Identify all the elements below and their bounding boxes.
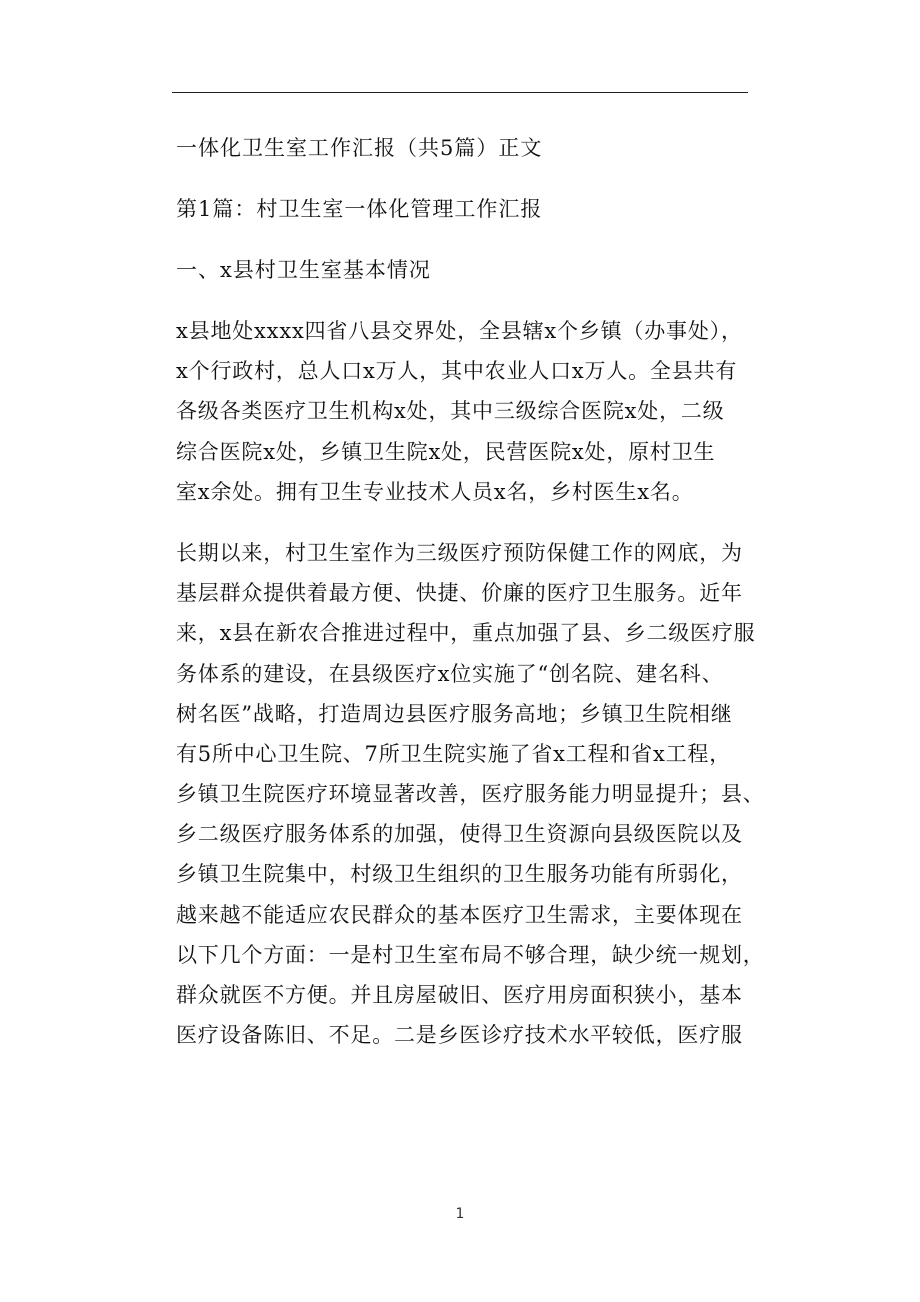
text-line: 乡镇卫生院医疗环境显著改善，医疗服务能力明显提升；县、 bbox=[176, 782, 765, 807]
text-line: 乡镇卫生院集中，村级卫生组织的卫生服务功能有所弱化， bbox=[176, 862, 743, 887]
text-line: 越来越不能适应农民群众的基本医疗卫生需求，主要体现在 bbox=[176, 902, 743, 927]
text-line: x个行政村，总人口x万人，其中农业人口x万人。全县共有 bbox=[176, 359, 738, 384]
text-line: 有5所中心卫生院、7所卫生院实施了省x工程和省x工程， bbox=[176, 741, 732, 766]
spacer bbox=[176, 229, 752, 250]
text-line: 医疗设备陈旧、不足。二是乡医诊疗技术水平较低，医疗服 bbox=[176, 1023, 743, 1048]
section-heading: 一、x县村卫生室基本情况 bbox=[176, 258, 431, 282]
paragraph-2 bbox=[176, 533, 765, 1055]
text-line: 室x余处。拥有卫生专业技术人员x名，乡村医生x名。 bbox=[176, 479, 694, 504]
text-line: 综合医院x处，乡镇卫生院x处，民营医院x处，原村卫生 bbox=[176, 439, 716, 464]
text-line: 以下几个方面：一是村卫生室布局不够合理，缺少统一规划， bbox=[176, 942, 765, 967]
spacer bbox=[176, 512, 752, 533]
text-line: 来，x县在新农合推进过程中，重点加强了县、乡二级医疗服 bbox=[176, 621, 756, 646]
text-line: 树名医”战略，打造周边县医疗服务高地；乡镇卫生院相继 bbox=[176, 701, 733, 726]
header-rule bbox=[172, 92, 748, 93]
text-line: 长期以来，村卫生室作为三级医疗预防保健工作的网底，为 bbox=[176, 540, 743, 565]
paragraph-1 bbox=[176, 311, 752, 512]
spacer bbox=[176, 168, 752, 189]
page-number: 1 bbox=[455, 1206, 465, 1222]
text-line: 乡二级医疗服务体系的加强，使得卫生资源向县级医院以及 bbox=[176, 822, 743, 847]
spacer bbox=[176, 290, 752, 311]
text-line: 各级各类医疗卫生机构x处，其中三级综合医院x处，二级 bbox=[176, 399, 725, 424]
document-title: 一体化卫生室工作汇报（共5篇）正文 bbox=[176, 136, 543, 160]
text-line: 务体系的建设，在县级医疗x位实施了“创名院、建名科、 bbox=[176, 661, 724, 686]
text-line: 群众就医不方便。并且房屋破旧、医疗用房面积狭小，基本 bbox=[176, 983, 743, 1007]
chapter-subtitle: 第1篇：村卫生室一体化管理工作汇报 bbox=[176, 197, 543, 221]
text-line: x县地处xxxx四省八县交界处，全县辖x个乡镇（办事处）， bbox=[176, 319, 743, 343]
document-body bbox=[176, 128, 765, 1055]
text-line: 基层群众提供着最方便、快捷、价廉的医疗卫生服务。近年 bbox=[176, 581, 743, 606]
